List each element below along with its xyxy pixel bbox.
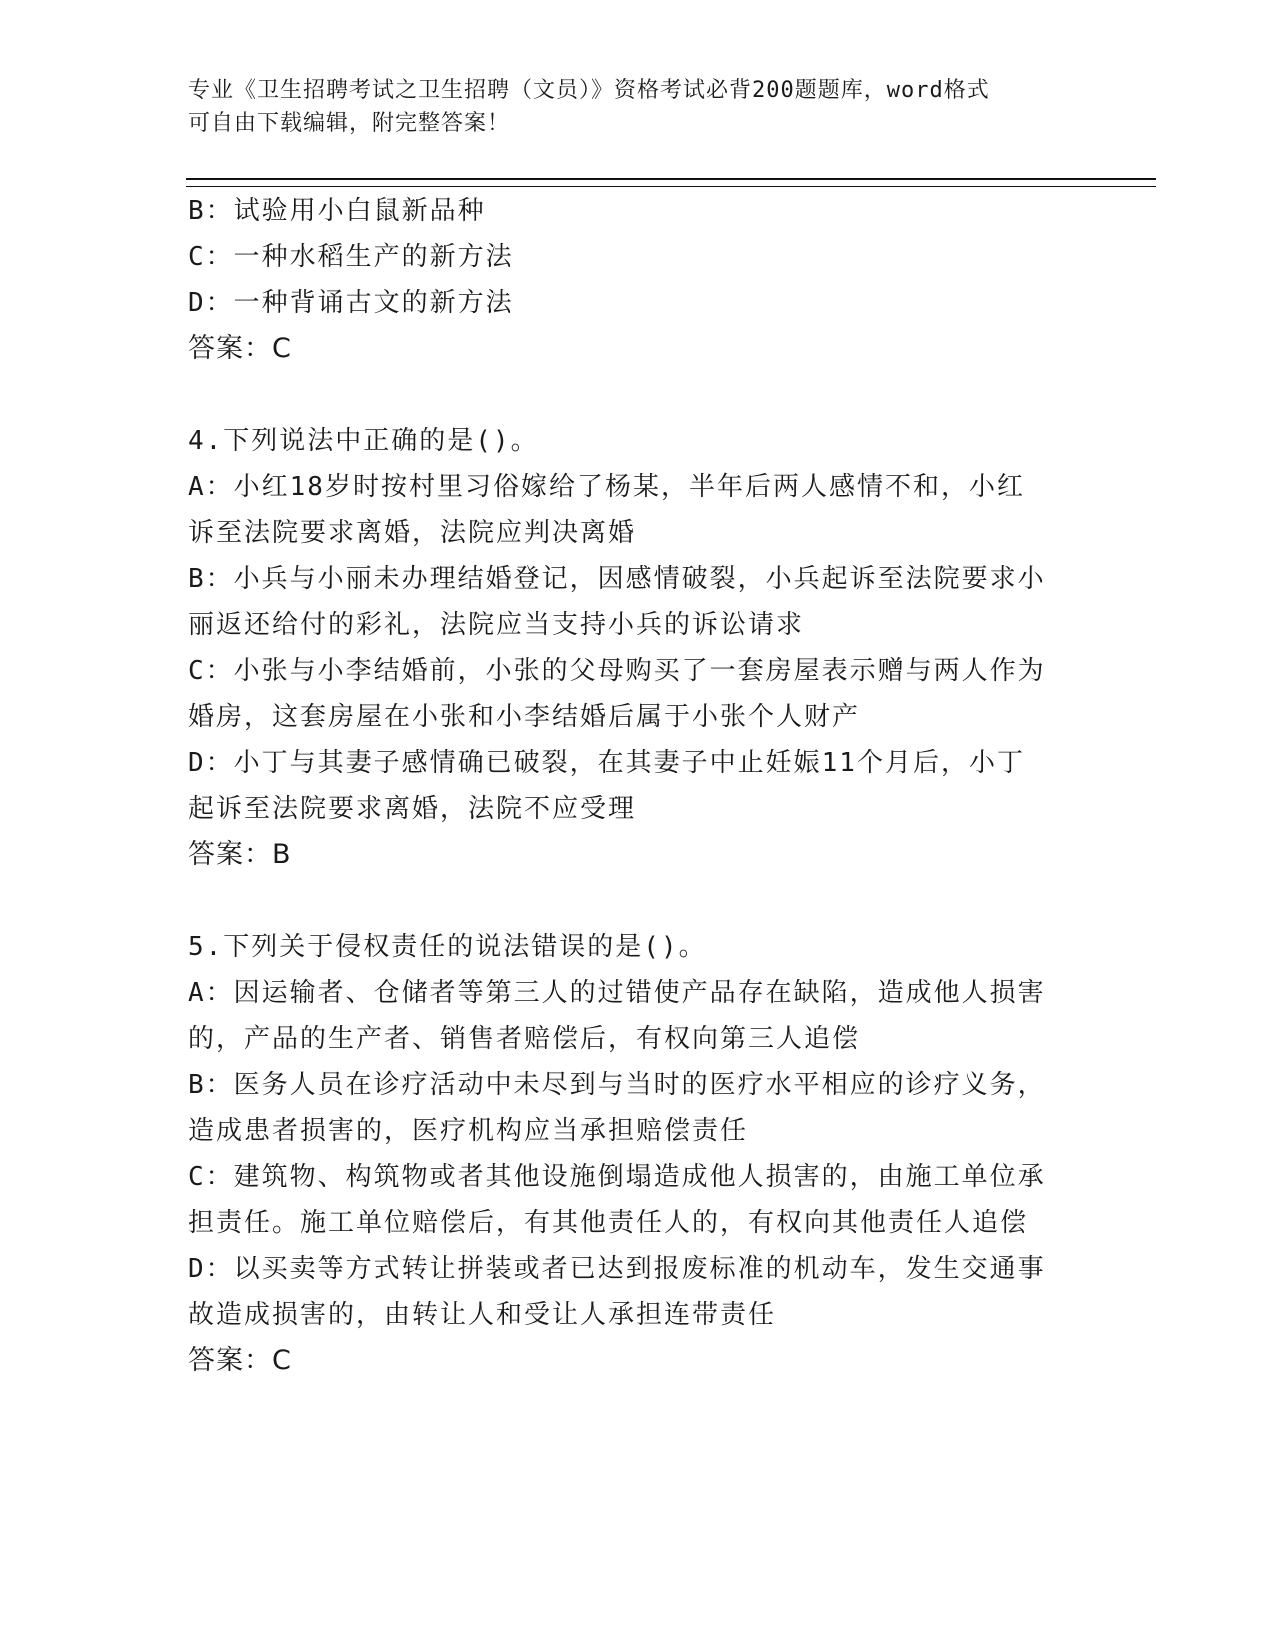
q4-option-c-line-2: 婚房，这套房屋在小张和小李结婚后属于小张个人财产	[188, 702, 861, 732]
q4-option-c-line-1: C：小张与小李结婚前，小张的父母购买了一套房屋表示赠与两人作为	[188, 656, 1046, 686]
q3-answer: 答案：C	[188, 333, 292, 364]
q5-option-a-line-1: A：因运输者、仓储者等第三人的过错使产品存在缺陷，造成他人损害	[188, 978, 1046, 1008]
q5-option-b-line-2: 造成患者损害的，医疗机构应当承担赔偿责任	[188, 1116, 749, 1146]
question-3-block	[188, 188, 1088, 372]
q4-stem: 4.下列说法中正确的是()。	[188, 426, 539, 456]
q5-answer: 答案：C	[188, 1345, 292, 1376]
q3-option-d: D：一种背诵古文的新方法	[188, 288, 514, 318]
q5-option-d-line-1: D：以买卖等方式转让拼装或者已达到报废标准的机动车，发生交通事	[188, 1254, 1046, 1284]
q5-option-d-line-2: 故造成损害的，由转让人和受让人承担连带责任	[188, 1300, 777, 1330]
question-5-block	[188, 924, 1088, 1384]
q5-option-c-line-1: C：建筑物、构筑物或者其他设施倒塌造成他人损害的，由施工单位承	[188, 1162, 1046, 1192]
q4-option-d-line-2: 起诉至法院要求离婚，法院不应受理	[188, 794, 637, 824]
q4-answer: 答案：B	[188, 839, 292, 870]
question-content	[188, 188, 1088, 1384]
q4-option-b-line-2: 丽返还给付的彩礼，法院应当支持小兵的诉讼请求	[188, 610, 805, 640]
q5-option-c-line-2: 担责任。施工单位赔偿后，有其他责任人的，有权向其他责任人追偿	[188, 1208, 1029, 1238]
q3-option-c: C：一种水稻生产的新方法	[188, 242, 514, 272]
q5-stem: 5.下列关于侵权责任的说法错误的是()。	[188, 932, 707, 962]
spacer	[188, 372, 1088, 418]
q4-option-a-line-2: 诉至法院要求离婚，法院应判决离婚	[188, 518, 637, 548]
q5-option-a-line-2: 的，产品的生产者、销售者赔偿后，有权向第三人追偿	[188, 1024, 861, 1054]
q3-option-b: B：试验用小白鼠新品种	[188, 196, 486, 226]
q4-option-a-line-1: A：小红18岁时按村里习俗嫁给了杨某，半年后两人感情不和，小红	[188, 472, 1025, 502]
spacer	[188, 878, 1088, 924]
header-divider	[186, 178, 1156, 187]
q5-option-b-line-1: B：医务人员在诊疗活动中未尽到与当时的医疗水平相应的诊疗义务，	[188, 1070, 1046, 1100]
header-title-line-1: 专业《卫生招聘考试之卫生招聘（文员）》资格考试必背200题题库，word格式	[188, 78, 990, 103]
q4-option-b-line-1: B：小兵与小丽未办理结婚登记，因感情破裂，小兵起诉至法院要求小	[188, 564, 1046, 594]
page-header	[188, 74, 1088, 140]
header-title-line-2: 可自由下载编辑，附完整答案！	[188, 111, 511, 136]
question-4-block	[188, 418, 1088, 878]
q4-option-d-line-1: D：小丁与其妻子感情确已破裂，在其妻子中止妊娠11个月后，小丁	[188, 748, 1025, 778]
